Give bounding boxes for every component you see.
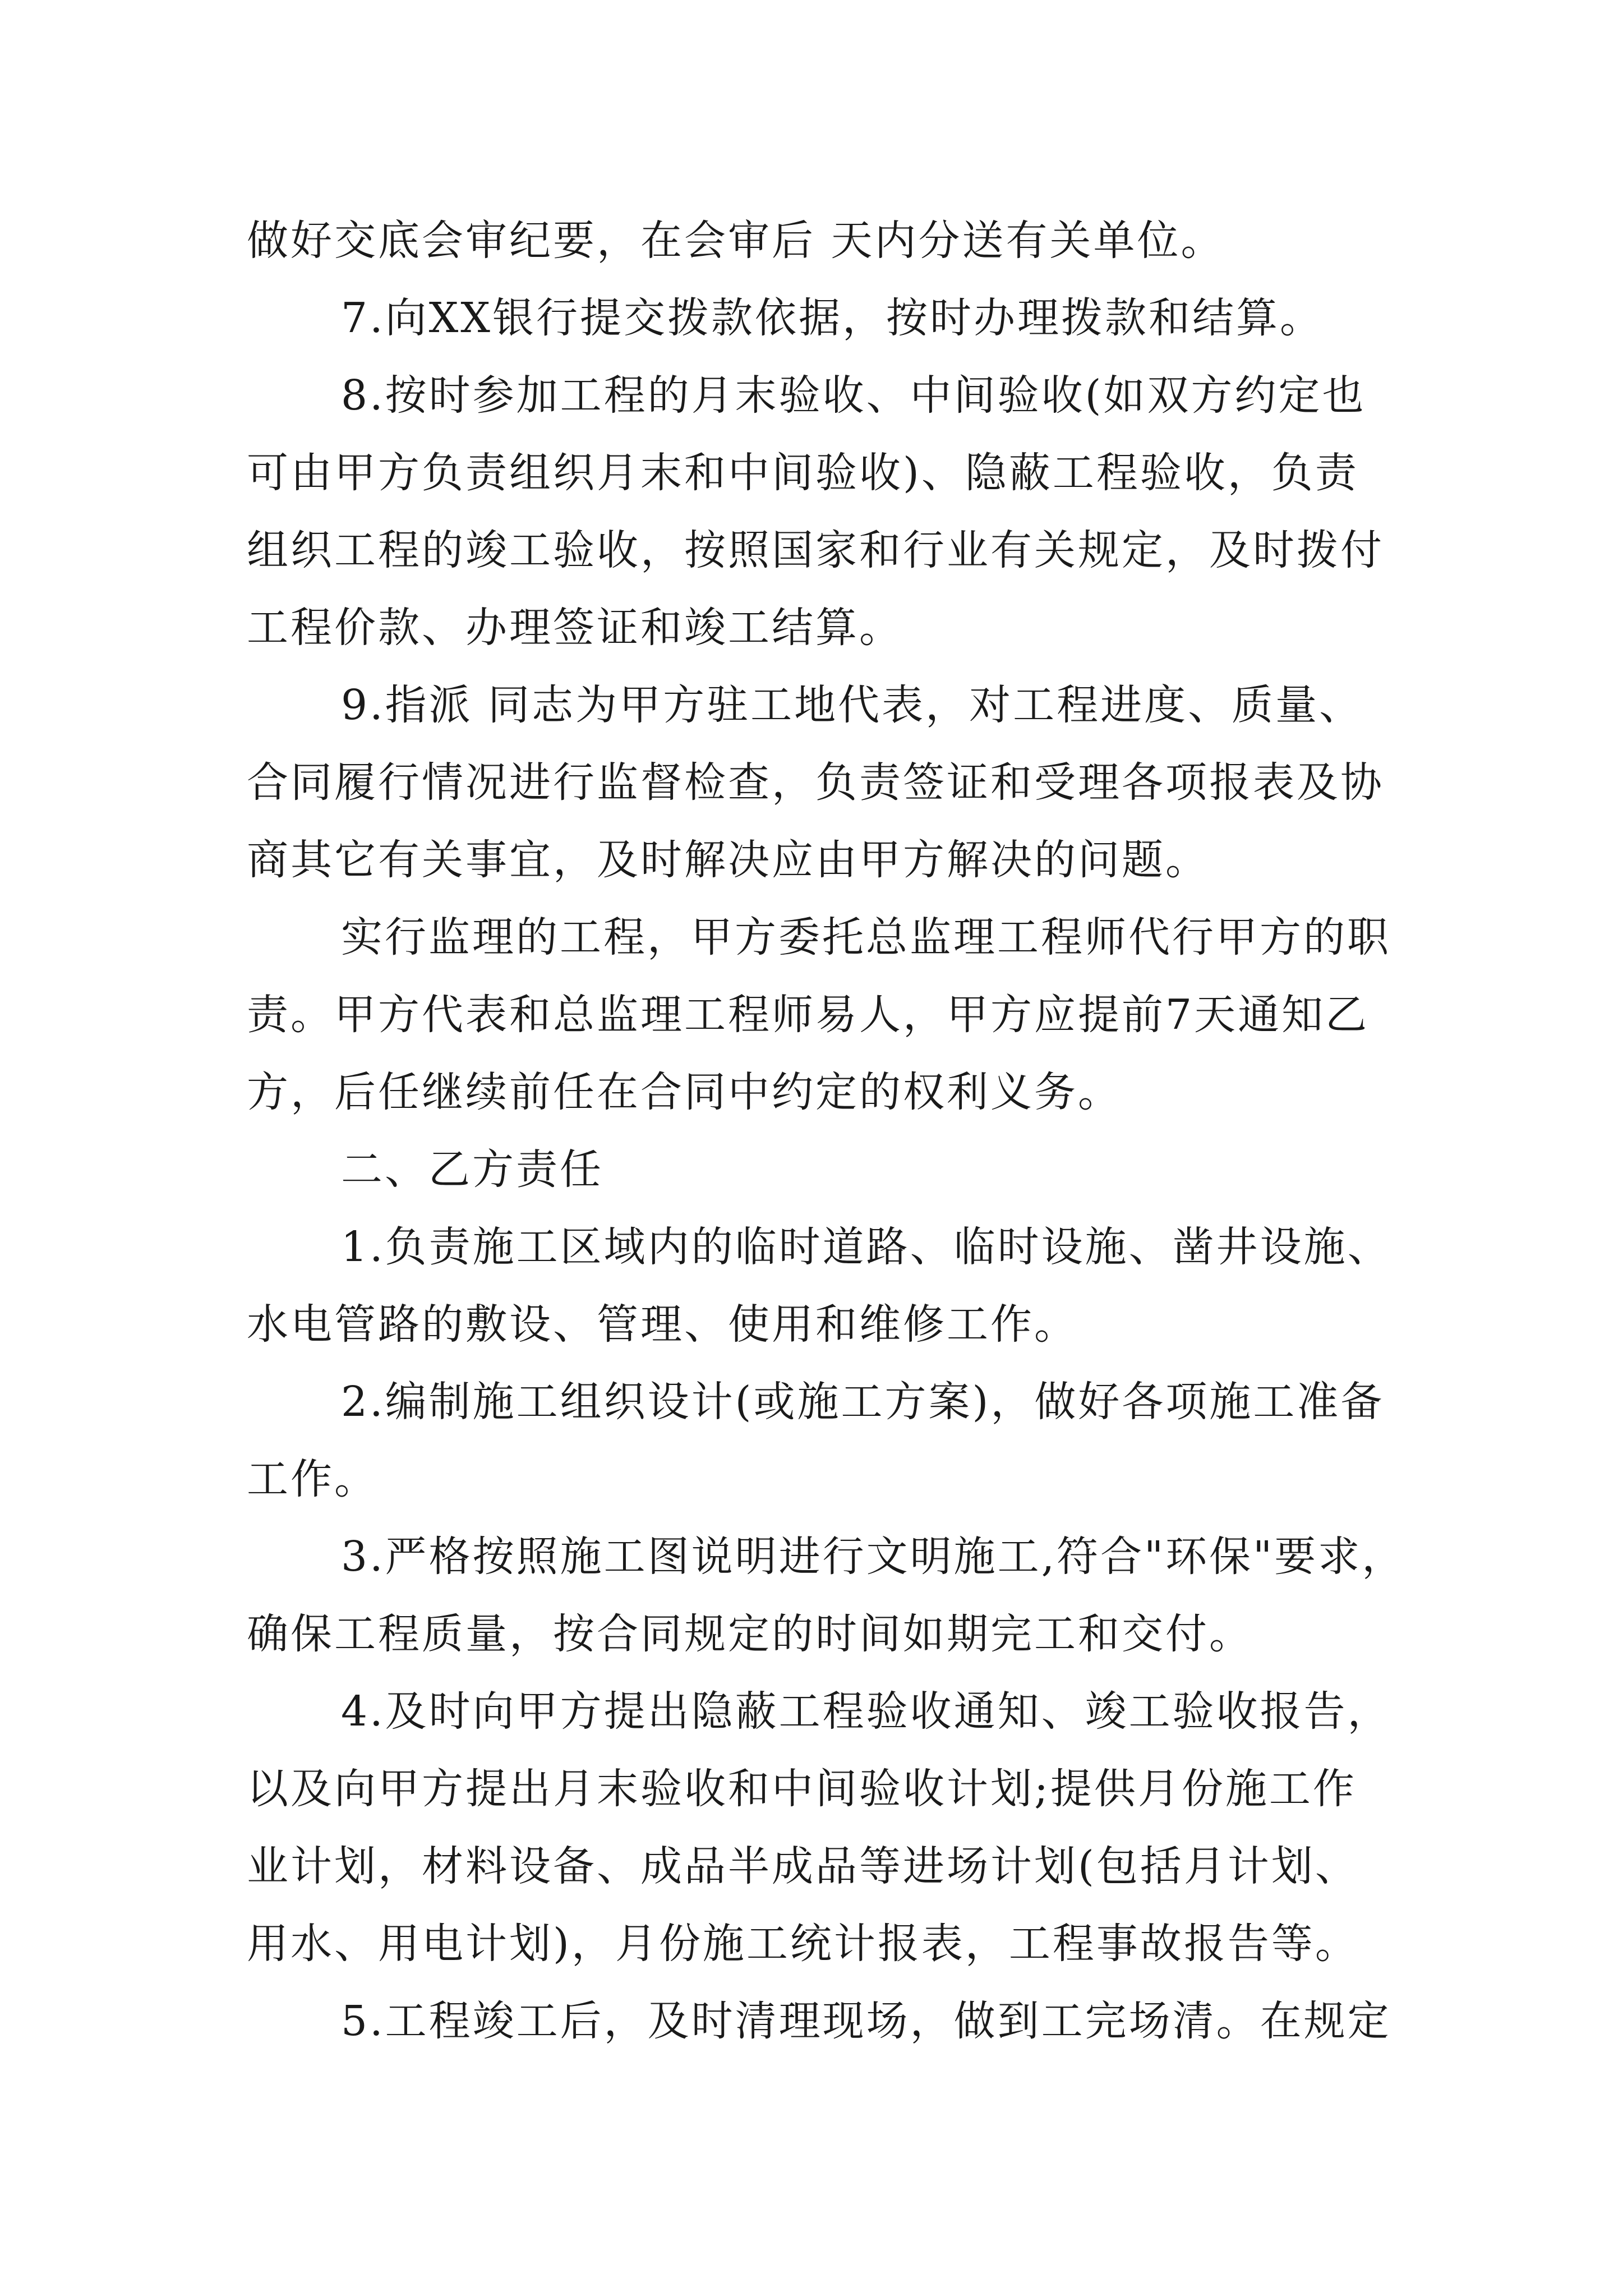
- text-line: 9.指派 同志为甲方驻工地代表，对工程进度、质量、: [341, 681, 1363, 729]
- text-line: 5.工程竣工后，及时清理现场，做到工完场清。在规定: [341, 1997, 1391, 2045]
- text-line: 方，后任继续前任在合同中约定的权利义务。: [247, 1068, 1122, 1116]
- text-line: 用水、用电计划)，月份施工统计报表，工程事故报告等。: [247, 1920, 1359, 1968]
- text-line: 3.严格按照施工图说明进行文明施工,符合"环保"要求，: [341, 1533, 1406, 1581]
- text-line: 水电管路的敷设、管理、使用和维修工作。: [247, 1300, 1078, 1349]
- section-heading: 二、乙方责任: [341, 1145, 603, 1194]
- text-line: 2.编制施工组织设计(或施工方案)，做好各项施工准备: [341, 1378, 1385, 1426]
- text-line: 以及向甲方提出月末验收和中间验收计划;提供月份施工作: [247, 1765, 1357, 1813]
- text-line: 合同履行情况进行监督检查，负责签证和受理各项报表及协: [247, 758, 1384, 807]
- text-line: 工程价款、办理签证和竣工结算。: [247, 604, 903, 652]
- text-line: 7.向XX银行提交拨款依据，按时办理拨款和结算。: [341, 294, 1324, 342]
- text-line: 8.按时参加工程的月末验收、中间验收(如双方约定也: [341, 371, 1366, 420]
- text-line: 做好交底会审纪要，在会审后 天内分送有关单位。: [247, 217, 1225, 265]
- document-body: [247, 202, 1406, 2060]
- text-line: 4.及时向甲方提出隐蔽工程验收通知、竣工验收报告，: [341, 1687, 1391, 1736]
- text-line: 确保工程质量，按合同规定的时间如期完工和交付。: [247, 1610, 1253, 1658]
- text-line: 责。甲方代表和总监理工程师易人，甲方应提前7天通知乙: [247, 991, 1370, 1039]
- text-line: 1.负责施工区域内的临时道路、临时设施、凿井设施、: [341, 1223, 1391, 1271]
- text-line: 工作。: [247, 1455, 378, 1503]
- text-line: 商其它有关事宜，及时解决应由甲方解决的问题。: [247, 836, 1209, 884]
- text-line: 业计划，材料设备、成品半成品等进场计划(包括月计划、: [247, 1842, 1359, 1890]
- text-line: 实行监理的工程，甲方委托总监理工程师代行甲方的职: [341, 913, 1391, 961]
- text-line: 可由甲方负责组织月末和中间验收)、隐蔽工程验收，负责: [247, 449, 1359, 497]
- text-line: 组织工程的竣工验收，按照国家和行业有关规定，及时拨付: [247, 526, 1384, 574]
